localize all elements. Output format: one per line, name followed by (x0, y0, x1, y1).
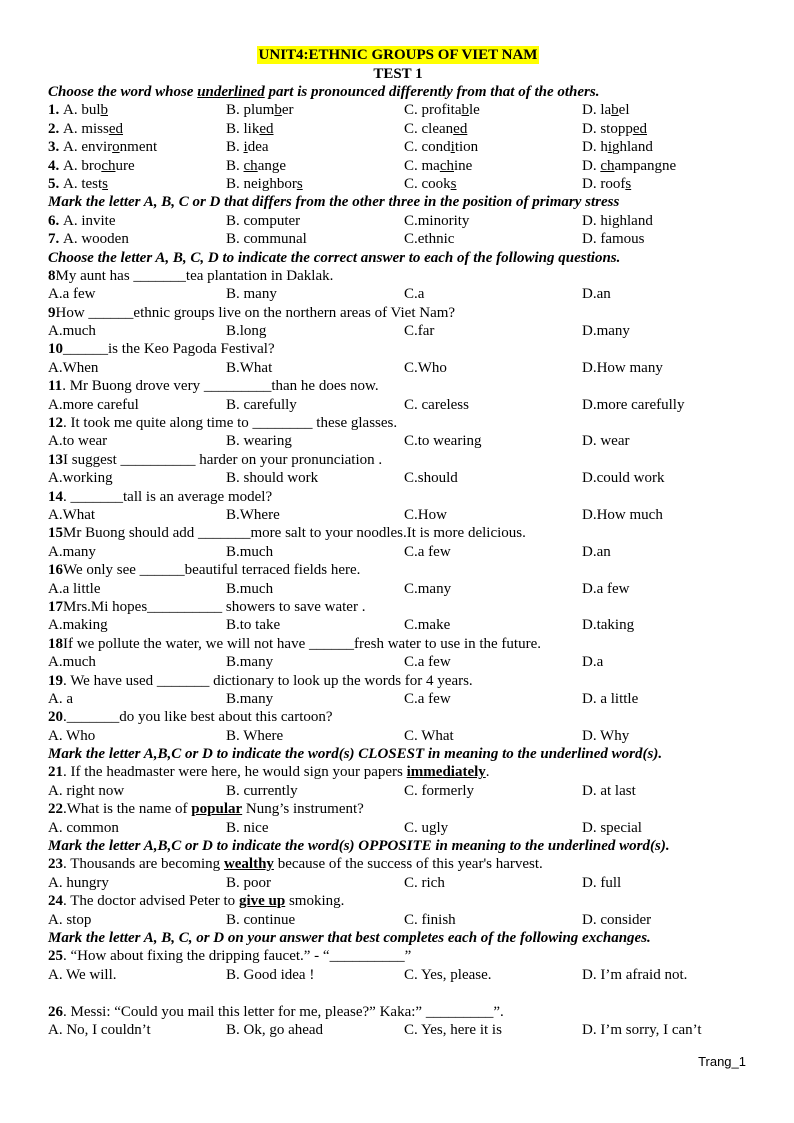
question-number: 5. (48, 175, 63, 192)
underlined-part: o (112, 139, 120, 156)
question-number: 13 (48, 451, 63, 468)
option-a: A.making (48, 617, 108, 634)
question-row (48, 138, 748, 156)
question-number: 17 (48, 598, 63, 615)
option-a: A.more careful (48, 396, 139, 413)
instruction-stress: Mark the letter A, B, C or D that differs from the other three in the position of primary stress (48, 194, 620, 211)
option-c: C. Yes, please. (404, 966, 492, 983)
option-b: B. liked (226, 120, 274, 137)
question-number: 1. (48, 102, 63, 119)
option-b: B.many (226, 654, 274, 671)
option-d: D. champangne (582, 157, 677, 174)
question-number: 26 (48, 1003, 63, 1020)
question-number: 20 (48, 709, 63, 726)
option-b: B. idea (226, 139, 269, 156)
question-row (48, 230, 748, 248)
question-text: 18If we pollute the water, we will not have ______fresh water to use in the future. (48, 635, 542, 652)
grammar-questions (48, 267, 748, 745)
option-c: C.a (404, 286, 425, 303)
option-c: C.ethnic (404, 231, 455, 248)
option-d: D.an (582, 286, 611, 303)
question-number: 19 (48, 672, 63, 689)
option-c: C.far (404, 323, 435, 340)
option-a: A. right now (48, 782, 125, 799)
option-d: D. Why (582, 727, 630, 744)
option-c: C.many (404, 580, 452, 597)
underlined-part: ch (243, 157, 258, 174)
option-c: C. machine (404, 157, 473, 174)
options-row (48, 819, 748, 837)
option-d: D. I’m sorry, I can’t (582, 1021, 702, 1038)
option-d: D. wear (582, 433, 630, 450)
question-text: 16We only see ______beautiful terraced fields here. (48, 562, 361, 579)
question-number: 11 (48, 378, 63, 395)
option-d: D. at last (582, 782, 636, 799)
option-a: A.a few (48, 286, 96, 303)
option-d: D. stopped (582, 120, 648, 137)
question-text: 15Mr Buong should add _______more salt to your noodles.It is more delicious. (48, 525, 526, 542)
option-d: D.How much (582, 506, 663, 523)
option-c: C. condition (404, 139, 479, 156)
option-b: B. Ok, go ahead (226, 1021, 324, 1038)
option-b: B. change (226, 157, 287, 174)
underlined-part: ed (108, 120, 124, 137)
option-b: B. computer (226, 212, 301, 229)
page-title: UNIT4:ETHNIC GROUPS OF VIET NAM (258, 47, 538, 63)
option-c: C. cooks (404, 175, 457, 192)
stress-questions (48, 212, 748, 249)
underlined-part: i (607, 139, 613, 156)
option-c: C.a few (404, 543, 451, 560)
option-a: A. We will. (48, 966, 117, 983)
worksheet (48, 46, 748, 1039)
question-text: 19. We have used _______ dictionary to look up the words for 4 years. (48, 672, 473, 689)
option-c: C.should (404, 470, 458, 487)
option-d: D.taking (582, 617, 635, 634)
option-c: C. Yes, here it is (404, 1021, 502, 1038)
option-a: 5. A. tests (48, 175, 109, 192)
option-d: D. highland (582, 212, 653, 229)
underlined-part: s (450, 175, 457, 192)
option-a: A. Who (48, 727, 96, 744)
option-b: B.much (226, 543, 274, 560)
option-c: C.a few (404, 690, 451, 707)
question-number: 3. (48, 139, 63, 156)
option-c: C. finish (404, 911, 456, 928)
question-text: 9How ______ethnic groups live on the northern areas of Viet Nam? (48, 304, 456, 321)
question-row (48, 120, 748, 138)
option-a: A. a (48, 690, 73, 707)
question-text: 12. It took me quite along time to ________ these glasses. (48, 415, 398, 432)
question-number: 15 (48, 525, 63, 542)
option-c: C.to wearing (404, 433, 482, 450)
title-row (48, 46, 748, 65)
option-d: D. full (582, 874, 622, 891)
option-d: D. label (582, 102, 630, 119)
options-row (48, 653, 748, 671)
question-number: 25 (48, 948, 63, 965)
option-c: C.minority (404, 212, 470, 229)
option-c: C. profitable (404, 102, 480, 119)
test-label: TEST 1 (373, 66, 423, 82)
blank-line (48, 984, 748, 1002)
option-a: 7. A. wooden (48, 231, 129, 248)
question-number: 18 (48, 635, 63, 652)
option-a: 2. A. missed (48, 120, 124, 137)
option-d: D. a little (582, 690, 639, 707)
underlined-word: underlined (197, 84, 265, 100)
option-a: A.What (48, 506, 96, 523)
instruction-grammar: Choose the letter A, B, C, D to indicate the correct answer to each of the following questions. (48, 249, 621, 266)
option-b: B. Good idea ! (226, 966, 315, 983)
option-b: B.to take (226, 617, 281, 634)
instruction-exchanges: Mark the letter A, B, C, or D on your answer that best completes each of the following exchanges. (48, 929, 651, 946)
option-a: A.When (48, 359, 99, 376)
options-row (48, 469, 748, 487)
option-b: B. poor (226, 874, 271, 891)
option-b: B. carefully (226, 396, 297, 413)
option-b: B. many (226, 286, 277, 303)
question-text: 22.What is the name of popular Nung’s instrument? (48, 801, 364, 818)
question-text: 10______is the Keo Pagoda Festival? (48, 341, 275, 358)
underlined-part: ch (439, 157, 455, 174)
option-a: A. No, I couldn’t (48, 1021, 151, 1038)
options-row (48, 322, 748, 340)
option-d: D. special (582, 819, 642, 836)
underlined-part: s (296, 175, 303, 192)
option-c: C. ugly (404, 819, 449, 836)
options-row (48, 690, 748, 708)
question-number: 6. (48, 212, 63, 229)
option-c: C. cleaned (404, 120, 468, 137)
options-row (48, 911, 748, 929)
options-row (48, 727, 748, 745)
question-number: 4. (48, 157, 63, 174)
question-text: 13I suggest __________ harder on your pronunciation . (48, 451, 383, 468)
options-row (48, 782, 748, 800)
option-b: B.many (226, 690, 274, 707)
option-c: C. rich (404, 874, 445, 891)
option-c: C. What (404, 727, 454, 744)
options-row (48, 396, 748, 414)
option-a: A.many (48, 543, 96, 560)
question-number: 10 (48, 341, 63, 358)
question-text: 24. The doctor advised Peter to give up smoking. (48, 893, 345, 910)
option-a: A.working (48, 470, 113, 487)
question-number: 12 (48, 415, 63, 432)
option-d: D. I’m afraid not. (582, 966, 688, 983)
question-text: 21. If the headmaster were here, he would sign your papers immediately. (48, 764, 490, 781)
instruction-pronunciation: Choose the word whose underlined part is pronounced differently from that of the others. (48, 84, 600, 100)
option-d: D.a (582, 654, 604, 671)
keyword: immediately (406, 764, 486, 781)
keyword: give up (238, 893, 286, 910)
question-number: 22 (48, 801, 63, 818)
question-text: 25. “How about fixing the dripping faucet.” - “__________” (48, 948, 412, 965)
option-a: A. common (48, 819, 119, 836)
option-a: 6. A. invite (48, 212, 116, 229)
underlined-part: ch (101, 157, 116, 174)
underlined-part: b (461, 102, 469, 119)
question-text: 23. Thousands are becoming wealthy because of the success of this year's harvest. (48, 856, 543, 873)
option-d: D. consider (582, 911, 652, 928)
instruction-opposite: Mark the letter A,B,C or D to indicate the word(s) OPPOSITE in meaning to the underlined word(s). (48, 838, 670, 855)
option-d: D.could work (582, 470, 665, 487)
question-row (48, 157, 748, 175)
options-row (48, 543, 748, 561)
opposite-questions (48, 855, 748, 929)
underlined-part: ed (632, 120, 648, 137)
option-b: B. continue (226, 911, 296, 928)
option-a: A.a little (48, 580, 101, 597)
question-number: 14 (48, 488, 63, 505)
question-text: 17Mrs.Mi hopes__________ showers to save water . (48, 598, 366, 615)
option-b: B. neighbors (226, 175, 303, 192)
options-row (48, 580, 748, 598)
option-a: 1. A. bulb (48, 102, 108, 119)
option-a: A.to wear (48, 433, 108, 450)
closest-questions (48, 763, 748, 837)
option-c: C.a few (404, 654, 451, 671)
options-row (48, 966, 748, 984)
option-d: D.many (582, 323, 630, 340)
question-text: 26. Messi: “Could you mail this letter for me, please?” Kaka:” _________”. (48, 1003, 504, 1020)
question-text: 8My aunt has _______tea plantation in Daklak. (48, 267, 334, 284)
question-text: 14. _______tall is an average model? (48, 488, 273, 505)
underlined-part: i (450, 139, 455, 156)
option-d: D. highland (582, 139, 653, 156)
options-row (48, 874, 748, 892)
option-d: D. famous (582, 231, 645, 248)
option-b: B. Where (226, 727, 284, 744)
option-a: 4. A. brochure (48, 157, 135, 174)
option-a: A. stop (48, 911, 92, 928)
option-d: D.How many (582, 359, 663, 376)
question-text: 11. Mr Buong drove very _________than he does now. (48, 378, 379, 395)
option-a: A.much (48, 654, 96, 671)
underlined-part: ch (600, 157, 615, 174)
options-row (48, 1021, 748, 1039)
question-row (48, 175, 748, 193)
option-b: B. wearing (226, 433, 292, 450)
question-number: 2. (48, 120, 63, 137)
instruction-closest: Mark the letter A,B,C or D to indicate the word(s) CLOSEST in meaning to the underlined word(s). (48, 746, 663, 763)
option-b: B. should work (226, 470, 319, 487)
question-number: 23 (48, 856, 63, 873)
question-number: 21 (48, 764, 63, 781)
underlined-part: ed (259, 120, 274, 137)
option-c: C.Who (404, 359, 447, 376)
option-a: A. hungry (48, 874, 109, 891)
option-b: B.What (226, 359, 273, 376)
options-row (48, 359, 748, 377)
keyword: popular (191, 801, 243, 818)
options-row (48, 432, 748, 450)
underlined-part: ed (453, 120, 468, 137)
option-d: D. roofs (582, 175, 632, 192)
question-number: 16 (48, 562, 63, 579)
exchange-questions (48, 947, 748, 1039)
option-b: B. plumber (226, 102, 294, 119)
option-d: D.an (582, 543, 611, 560)
question-number: 7. (48, 231, 63, 248)
options-row (48, 285, 748, 303)
underlined-part: b (100, 102, 108, 119)
question-row (48, 212, 748, 230)
option-b: B. communal (226, 231, 307, 248)
pronunciation-questions (48, 101, 748, 193)
options-row (48, 506, 748, 524)
option-b: B. currently (226, 782, 298, 799)
option-c: C.How (404, 506, 447, 523)
question-number: 9 (48, 304, 56, 321)
option-b: B.Where (226, 506, 280, 523)
question-text: 20._______do you like best about this cartoon? (48, 709, 333, 726)
option-d: D.a few (582, 580, 630, 597)
underlined-part: b (611, 102, 619, 119)
option-b: B.long (226, 323, 267, 340)
options-row (48, 616, 748, 634)
option-c: C. careless (404, 396, 469, 413)
keyword: wealthy (223, 856, 274, 873)
option-a: 3. A. environment (48, 139, 158, 156)
page-number: Trang_1 (698, 1054, 746, 1069)
option-a: A.much (48, 323, 96, 340)
option-c: C.make (404, 617, 451, 634)
underlined-part: s (625, 175, 632, 192)
question-number: 24 (48, 893, 63, 910)
option-b: B. nice (226, 819, 269, 836)
underlined-part: i (243, 139, 248, 156)
underlined-part: b (274, 102, 282, 119)
option-b: B.much (226, 580, 274, 597)
option-d: D.more carefully (582, 396, 685, 413)
question-number: 8 (48, 267, 56, 284)
option-c: C. formerly (404, 782, 474, 799)
question-row (48, 101, 748, 119)
underlined-part: s (102, 175, 109, 192)
